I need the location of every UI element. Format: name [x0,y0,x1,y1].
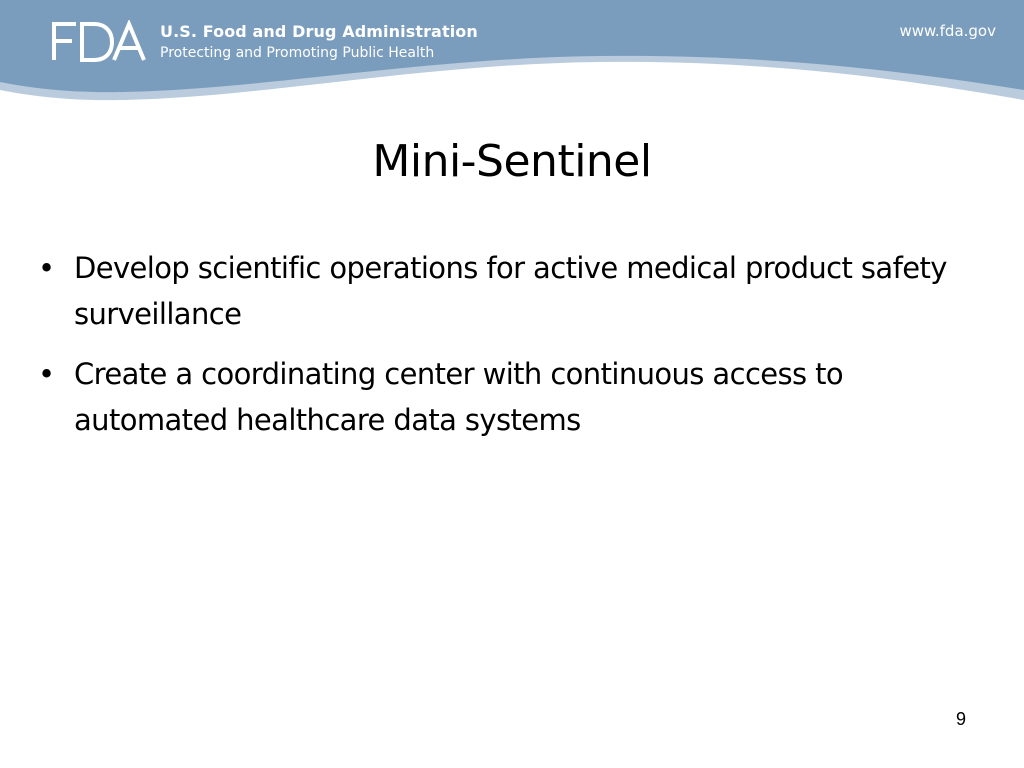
bullet-marker: • [38,251,55,285]
bullet-item [38,245,988,337]
bullet-marker: • [38,357,55,391]
bullet-item [38,351,988,443]
agency-tagline: Protecting and Promoting Public Health [160,45,435,61]
page-number: 9 [955,709,966,729]
banner-wave-graphic [0,0,1024,120]
fda-logo-icon [50,20,146,62]
bullet-text: Develop scientific operations for active medical product safety surveillance [74,251,947,331]
agency-name: U.S. Food and Drug Administration [160,22,478,41]
bullet-text: Create a coordinating center with continuous access to automated healthcare data systems [74,357,844,437]
website-url: www.fda.gov [899,22,996,40]
bullet-list [38,245,988,457]
slide-title: Mini-Sentinel [372,136,652,187]
fda-header-banner [0,0,1024,120]
